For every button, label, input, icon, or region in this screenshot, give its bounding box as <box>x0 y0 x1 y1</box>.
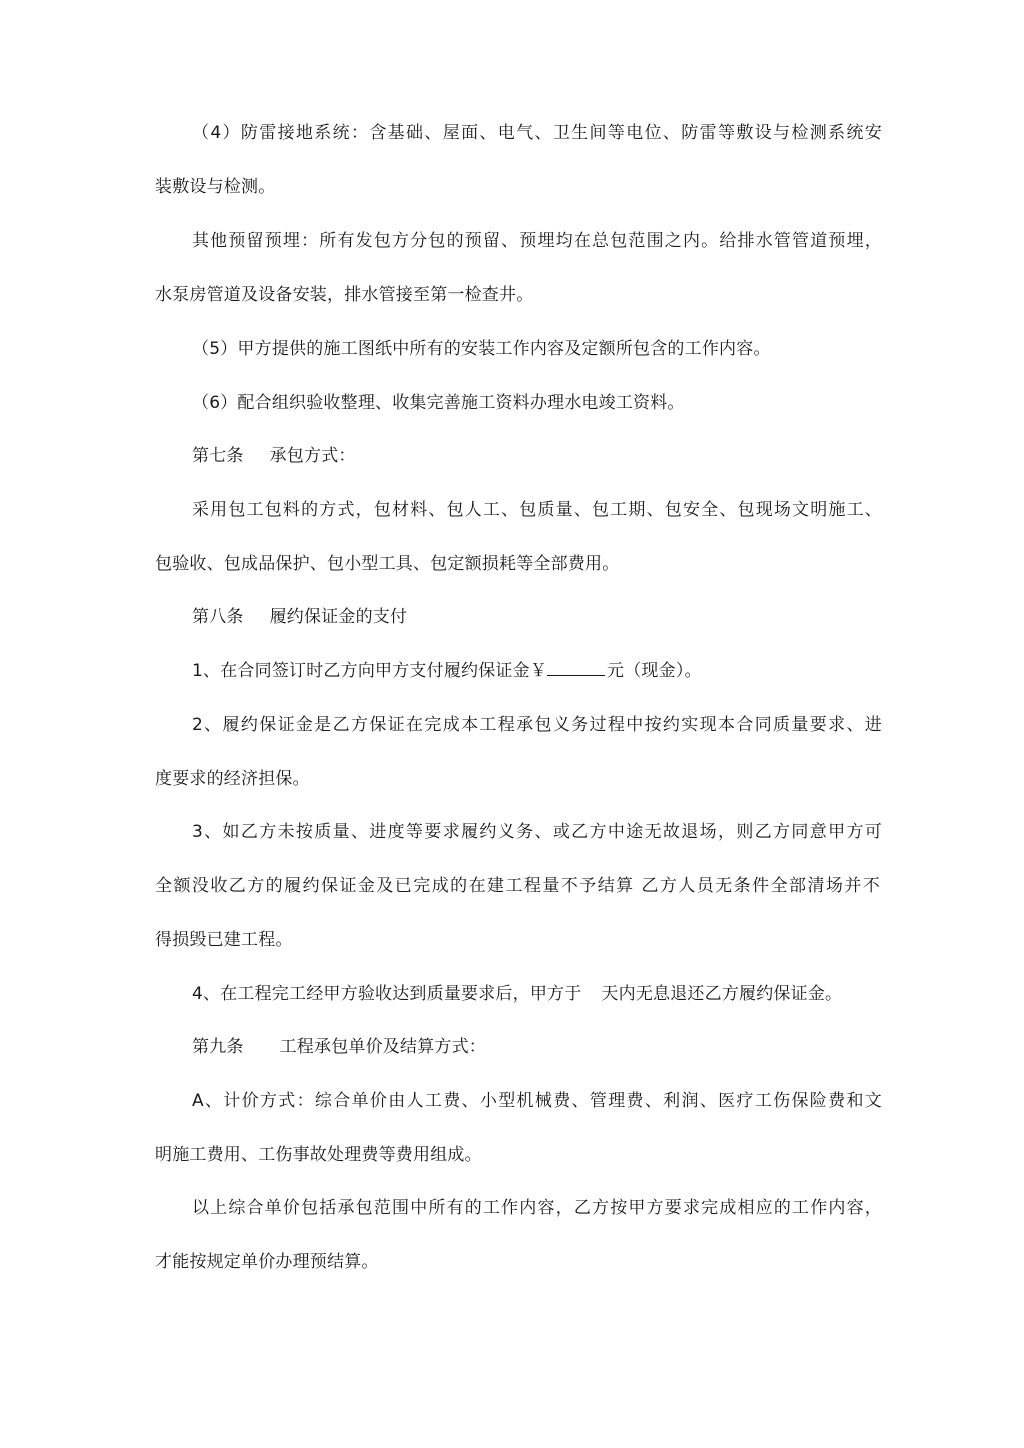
paragraph-line: 2、履约保证金是乙方保证在完成本工程承包义务过程中按约实现本合同质量要求、进 <box>192 715 882 735</box>
article-heading <box>192 605 882 629</box>
clause-text: 天内无息退还乙方履约保证金。 <box>601 984 843 1004</box>
article-heading <box>192 1035 882 1059</box>
clause-text: 元（现金）。 <box>607 661 702 681</box>
article-number: 第八条 <box>192 607 244 627</box>
paragraph-line: 3、如乙方未按质量、进度等要求履约义务、或乙方中途无故退场，则乙方同意甲方可 <box>192 822 882 842</box>
article-title: 承包方式： <box>269 446 356 466</box>
paragraph-line: （4）防雷接地系统：含基础、屋面、电气、卫生间等电位、防雷等敷设与检测系统安 <box>192 123 882 143</box>
paragraph-line: 其他预留预埋：所有发包方分包的预留、预埋均在总包范围之内。给排水管管道预埋， <box>192 231 882 251</box>
clause-text: 4、在工程完工经甲方验收达到质量要求后，甲方于 <box>192 984 582 1004</box>
paragraph-line <box>192 659 882 683</box>
paragraph-line: （5）甲方提供的施工图纸中所有的安装工作内容及定额所包含的工作内容。 <box>192 339 771 359</box>
paragraph-line: 水泵房管道及设备安装，排水管接至第一检查井。 <box>155 285 534 305</box>
paragraph-line: （6）配合组织验收整理、收集完善施工资料办理水电竣工资料。 <box>192 393 685 413</box>
paragraph-line: 度要求的经济担保。 <box>155 769 310 789</box>
paragraph-line: 采用包工包料的方式，包材料、包人工、包质量、包工期、包安全、包现场文明施工、 <box>192 500 882 520</box>
article-number: 第七条 <box>192 446 244 466</box>
clause-text: 1、在合同签订时乙方向甲方支付履约保证金￥ <box>192 661 548 681</box>
article-number: 第九条 <box>192 1037 244 1057</box>
paragraph-line: 才能按规定单价办理预结算。 <box>155 1252 379 1272</box>
paragraph-line: 包验收、包成品保护、包小型工具、包定额损耗等全部费用。 <box>155 554 620 574</box>
article-title: 工程承包单价及结算方式： <box>279 1037 487 1057</box>
paragraph-line: 得损毁已建工程。 <box>155 930 293 950</box>
article-heading <box>192 444 882 468</box>
paragraph-line: 明施工费用、工伤事故处理费等费用组成。 <box>155 1145 482 1165</box>
paragraph-line: 全额没收乙方的履约保证金及已完成的在建工程量不予结算 乙方人员无条件全部清场并不 <box>155 876 880 896</box>
paragraph-line <box>192 982 882 1006</box>
amount-blank <box>547 659 605 676</box>
paragraph-line: 以上综合单价包括承包范围中所有的工作内容，乙方按甲方要求完成相应的工作内容， <box>192 1198 882 1218</box>
paragraph-line: 装敷设与检测。 <box>155 177 276 197</box>
paragraph-line: A、计价方式：综合单价由人工费、小型机械费、管理费、利润、医疗工伤保险费和文 <box>192 1091 882 1111</box>
article-title: 履约保证金的支付 <box>269 607 408 627</box>
